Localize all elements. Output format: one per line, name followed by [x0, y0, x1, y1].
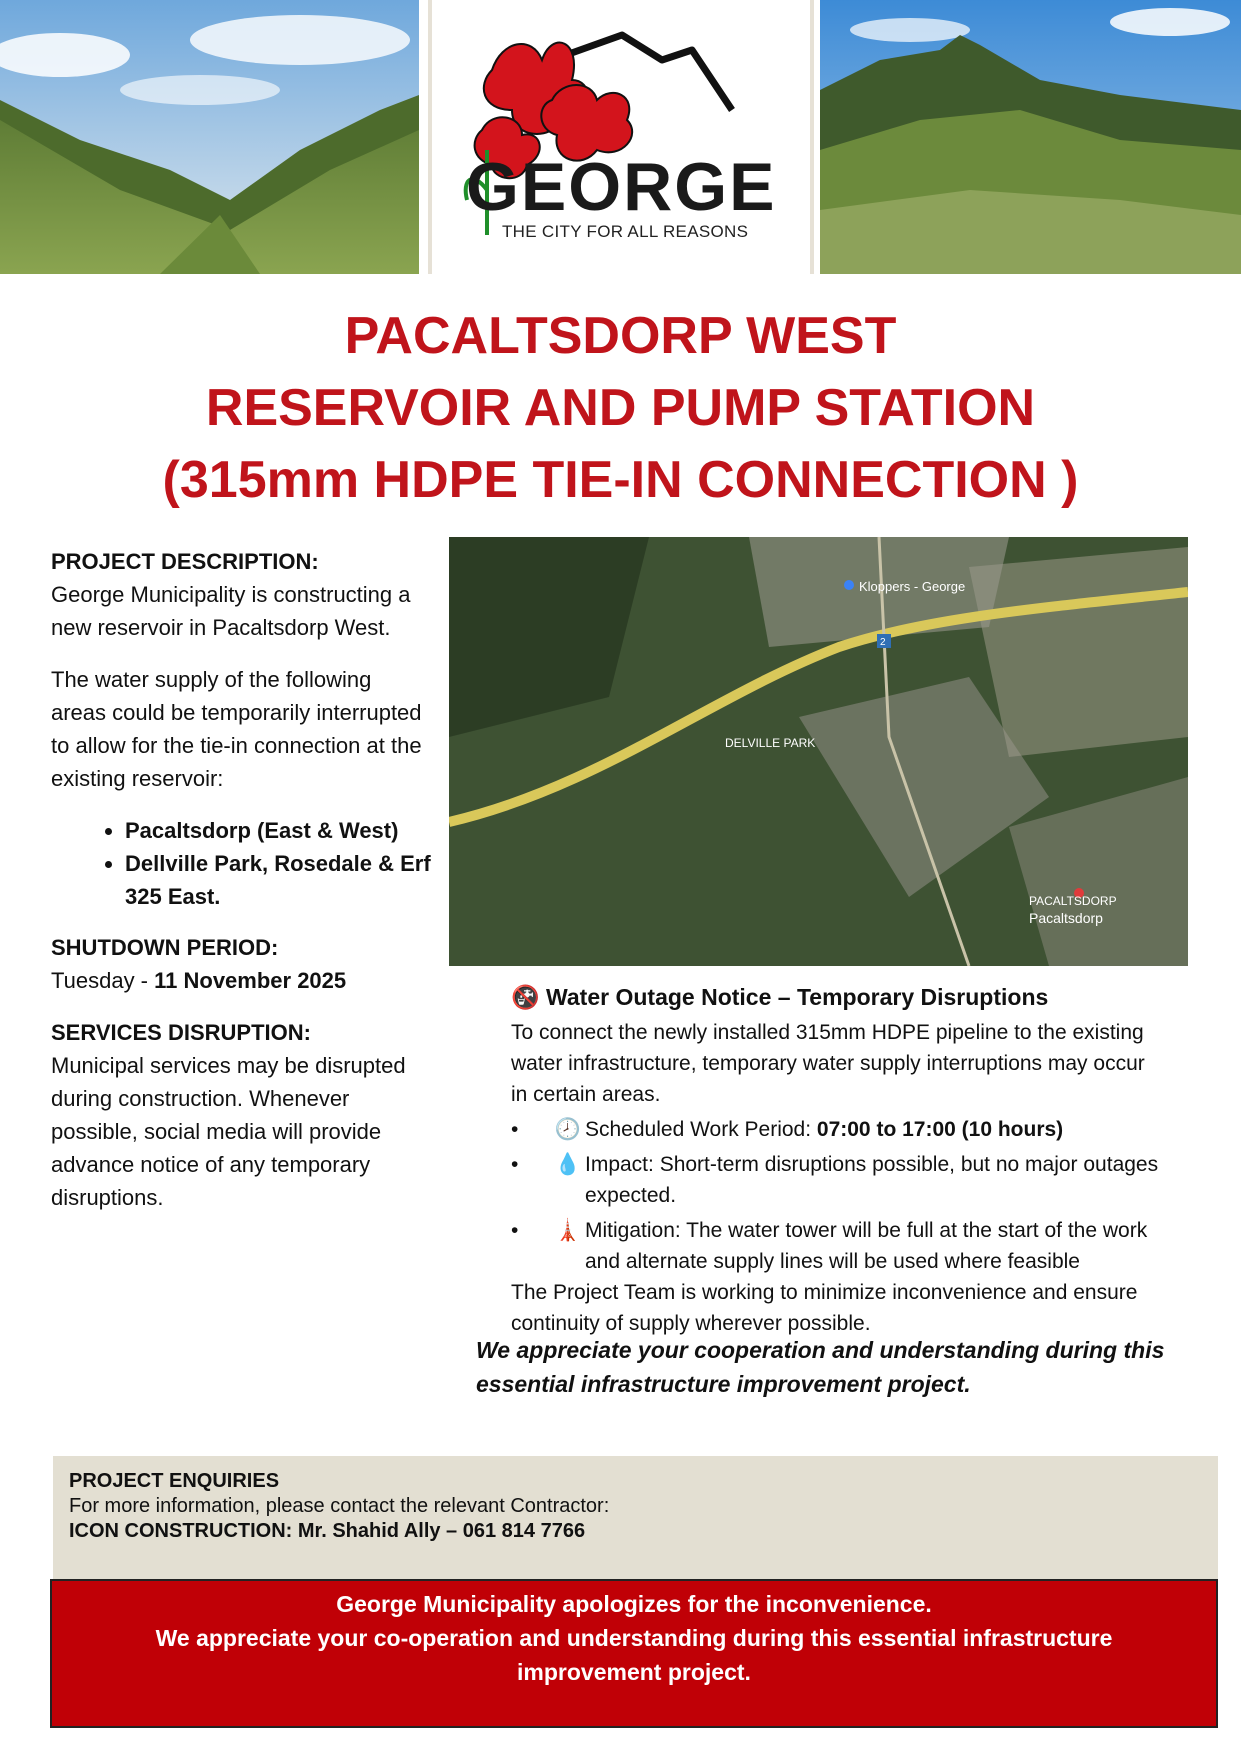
work-period-value: 07:00 to 17:00 (10 hours) [816, 1118, 1064, 1141]
mountain-landscape-right-image [820, 0, 1241, 274]
map-label-route: 2 [880, 637, 886, 648]
bullet: • [511, 1118, 519, 1141]
water-outage-notice [511, 982, 1161, 1339]
logo-wordmark: GEORGE [466, 149, 777, 225]
title-line-1: PACALTSDORP WEST [344, 307, 897, 365]
project-team-text: The Project Team is working to minimize inconvenience and ensure continuity of supply wherever possible. [511, 1281, 1138, 1335]
page-title [0, 300, 1241, 516]
shutdown-heading: SHUTDOWN PERIOD: [51, 935, 279, 960]
satellite-map-image [449, 537, 1188, 966]
list-item: • Pacaltsdorp (East & West) [125, 814, 431, 847]
map-label-delville-park: DELVILLE PARK [725, 736, 816, 750]
footer-apology-banner [50, 1579, 1218, 1728]
footer-line-2: We appreciate your co-operation and understanding during this essential infrastructure [155, 1625, 1113, 1651]
clock-icon: 🕗 [554, 1118, 582, 1141]
notice-intro: To connect the newly installed 315mm HDPE pipeline to the existing water infrastructure, temporary water supply interruptions may occur in certain areas. [511, 1021, 1145, 1106]
services-text: Municipal services may be disrupted during construction. Whenever possible, social media will provide advance notice of any temporary disruptions. [51, 1053, 406, 1210]
logo-tagline: THE CITY FOR ALL REASONS [502, 222, 749, 241]
project-details [51, 545, 431, 1233]
george-logo [428, 0, 814, 274]
notice-title: Water Outage Notice – Temporary Disruptions [546, 984, 1049, 1010]
footer-line-3: improvement project. [517, 1659, 751, 1685]
map-label-pacaltsdorp-caps: PACALTSDORP [1029, 894, 1117, 908]
title-line-2: RESERVOIR AND PUMP STATION [205, 379, 1036, 437]
mountain-landscape-left-image [0, 0, 419, 274]
bullet: • [511, 1153, 519, 1176]
enquiries-heading: PROJECT ENQUIRIES [69, 1470, 280, 1492]
tower-icon: 🗼 [554, 1219, 582, 1242]
services-heading: SERVICES DISRUPTION: [51, 1020, 311, 1045]
list-item: • Dellville Park, Rosedale & Erf 325 East. [125, 847, 431, 913]
water-drop-icon: 💧 [554, 1153, 582, 1176]
contractor-contact: ICON CONSTRUCTION: Mr. Shahid Ally – 061 814 7766 [69, 1520, 586, 1542]
map-label-pacaltsdorp: Pacaltsdorp [1029, 910, 1103, 926]
location-pin-icon [844, 580, 854, 590]
title-line-3: (315mm HDPE TIE-IN CONNECTION ) [162, 451, 1079, 509]
bullet: • [511, 1219, 519, 1242]
mitigation-text: Mitigation: The water tower will be full at the start of the work and alternate supply lines will be used where feasible [585, 1219, 1148, 1273]
map-label-kloppers: Kloppers - George [859, 579, 966, 594]
footer-line-1: George Municipality apologizes for the inconvenience. [336, 1591, 932, 1617]
appreciation-text: We appreciate your cooperation and understanding during this essential infrastructure improvement project. [476, 1337, 1165, 1397]
work-period-label: Scheduled Work Period: [585, 1118, 817, 1141]
enquiries-text: For more information, please contact the relevant Contractor: [69, 1495, 610, 1517]
shutdown-day: Tuesday - [51, 968, 155, 993]
impact-text: Impact: Short-term disruptions possible, but no major outages expected. [585, 1153, 1159, 1207]
supply-text: The water supply of the following areas could be temporarily interrupted to allow for the tie-in connection at the existing reservoir: [51, 667, 422, 791]
project-enquiries-box [53, 1456, 1218, 1579]
no-water-icon: 🚱 [511, 984, 540, 1010]
project-description-text: George Municipality is constructing a new reservoir in Pacaltsdorp West. [51, 582, 411, 640]
shutdown-date: 11 November 2025 [154, 968, 347, 993]
affected-areas-list [51, 814, 431, 913]
project-description-heading: PROJECT DESCRIPTION: [51, 549, 319, 574]
